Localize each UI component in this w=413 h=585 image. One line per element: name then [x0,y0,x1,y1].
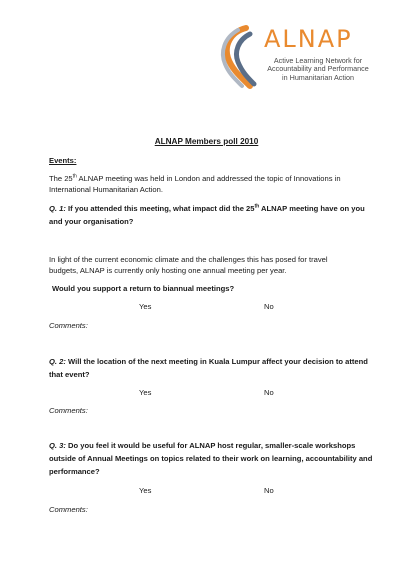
q3-no-option[interactable]: No [264,486,274,495]
logo-tagline [264,57,372,82]
alnap-logo [216,24,396,90]
alnap-logo-icon [216,24,260,90]
biannual-comments-label: Comments: [49,321,88,330]
q1-line-1: Q. 1: If you attended this meeting, what impact did the 25th ALNAP meeting have on you [49,203,365,213]
q1-number: Q. 1: [49,204,66,213]
q2-number: Q. 2: [49,357,66,366]
page-title: ALNAP Members poll 2010 [154,137,259,146]
intro-line-1: The 25th ALNAP meeting was held in London and addressed the topic of Innovations in [49,173,341,183]
q1-line-2: and your organisation? [49,217,134,226]
q2-line-2: that event? [49,370,90,379]
tagline-line-1: Active Learning Network for [273,56,363,65]
intro-line-2: International Humanitarian Action. [49,185,163,194]
biannual-question: Would you support a return to biannual meetings? [52,284,235,293]
tagline-line-3: in Humanitarian Action [282,72,354,82]
tagline-line-2: Accountability and Performance [267,64,369,74]
q2-yes-option[interactable]: Yes [139,388,152,397]
q3-comments-label: Comments: [49,505,88,514]
q2-no-option[interactable]: No [264,388,274,397]
context-line-2: budgets, ALNAP is currently only hosting one annual meeting per year. [49,266,287,275]
q2-comments-label: Comments: [49,406,88,415]
q3-yes-option[interactable]: Yes [139,486,152,495]
biannual-yes-option[interactable]: Yes [139,302,152,311]
q3-number: Q. 3: [49,441,66,450]
q2-line-1: Q. 2: Will the location of the next meeting in Kuala Lumpur affect your decision to attend [49,357,368,366]
q3-line-2: outside of Annual Meetings on topics related to their work on learning, accountability and [49,454,373,463]
events-heading: Events: [49,156,77,165]
q3-line-3: performance? [49,467,100,476]
biannual-no-option[interactable]: No [264,302,274,311]
q3-line-1: Q. 3: Do you feel it would be useful for ALNAP host regular, smaller-scale workshops [49,441,356,450]
logo-wordmark: ALNAP [264,25,353,53]
context-line-1: In light of the current economic climate and the challenges this has posed for travel [49,255,328,264]
